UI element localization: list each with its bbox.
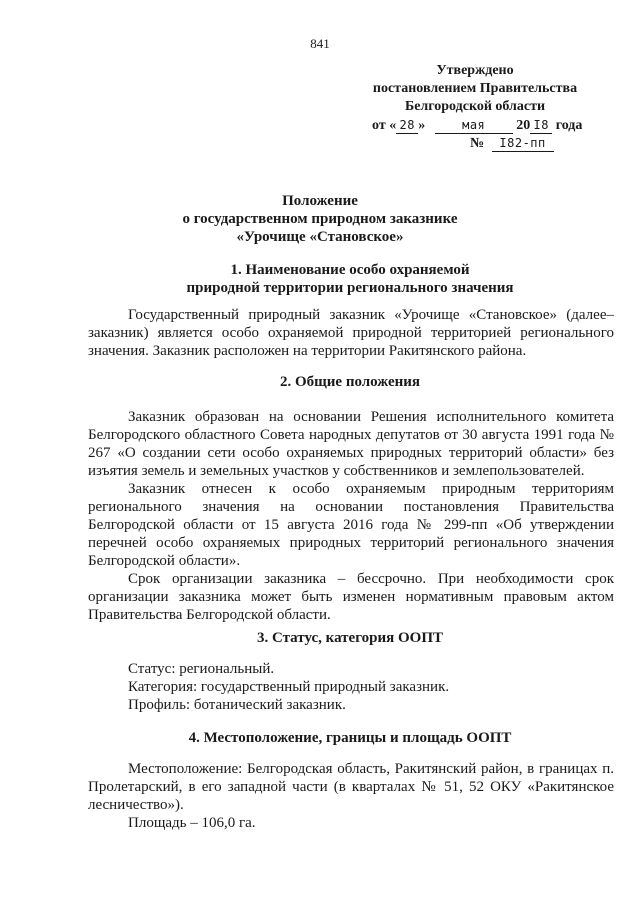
heading-line: 4. Местоположение, границы и площадь ООПТ — [188, 730, 512, 746]
section-2-paragraph — [88, 408, 614, 480]
quote-open: « — [389, 118, 397, 133]
paragraph-text: Заказник образован на основании Решения исполнительного комитета Белгородского областного Совета народных депутатов от 30 августа 1991 года № 267 «О создании сети особо охраняемых природных территорий области» без изъятия земель и земельных участков у собственников и землепользователей. — [88, 409, 614, 479]
number-field — [492, 136, 554, 152]
section-3-heading — [80, 629, 620, 647]
quote-close: » — [418, 118, 426, 133]
number-sign: № — [470, 136, 485, 151]
day-value: 28 — [399, 118, 415, 132]
section-1-heading — [80, 261, 620, 297]
title-line: «Урочище «Становское» — [236, 229, 404, 245]
heading-line: 3. Статус, категория ООПТ — [256, 630, 443, 646]
profile-line: Профиль: ботанический заказник. — [128, 697, 346, 713]
paragraph-text: Местоположение: Белгородская область, Ракитянский район, в границах п. Пролетарский, в его западной части (в кварталах № 51, 52 ОКУ «Ракитянское лесничество»). — [88, 761, 614, 813]
approval-line: постановлением Правительства — [372, 81, 578, 96]
paragraph-text: Заказник отнесен к особо охраняемым природным территориям регионального значения на основании постановления Правительства Белгородской области от 15 августа 2016 года № 299-пп «Об утверждении перечней особо охраняемых природных территорий регионального значения Белгородской области». — [88, 481, 614, 569]
document-title — [0, 192, 640, 246]
year-field — [530, 118, 552, 134]
status-line: Статус: региональный. — [128, 661, 275, 677]
area-line: Площадь – 106,0 га. — [128, 815, 256, 831]
section-2-heading — [80, 373, 620, 391]
section-1-paragraph — [88, 306, 614, 360]
from-label: от — [372, 118, 386, 133]
heading-line: 1. Наименование особо охраняемой — [230, 262, 470, 278]
day-field — [396, 118, 418, 134]
title-line: о государственном природном заказнике — [182, 211, 458, 227]
year-word: года — [555, 118, 583, 133]
title-line: Положение — [282, 193, 358, 209]
heading-line: природной территории регионального значения — [186, 280, 514, 296]
month-value: мая — [462, 118, 486, 132]
approval-stamp — [340, 62, 610, 153]
section-2-paragraph — [88, 570, 614, 624]
number-value: I82-пп — [499, 136, 546, 150]
page-number: 841 — [310, 36, 330, 51]
month-field — [435, 118, 513, 134]
section-4-paragraph — [88, 760, 614, 814]
approval-date — [340, 117, 610, 135]
approval-line: Утверждено — [436, 63, 514, 78]
section-2-paragraph — [88, 480, 614, 570]
year-value: I8 — [533, 118, 549, 132]
approval-number — [340, 135, 610, 153]
section-4-heading — [80, 729, 620, 747]
year-prefix: 20 — [516, 118, 531, 133]
paragraph-text: Государственный природный заказник «Урочище «Становское» (далее– заказник) является особо охраняемой природной территорией регионального значения. Заказник расположен на территории Ракитянского района. — [88, 307, 614, 359]
heading-line: 2. Общие положения — [279, 374, 421, 390]
category-line: Категория: государственный природный заказник. — [128, 679, 450, 695]
approval-line: Белгородской области — [404, 99, 546, 114]
paragraph-text: Срок организации заказника – бессрочно. При необходимости срок организации заказника может быть изменен нормативным правовым актом Правительства Белгородской области. — [88, 571, 614, 623]
